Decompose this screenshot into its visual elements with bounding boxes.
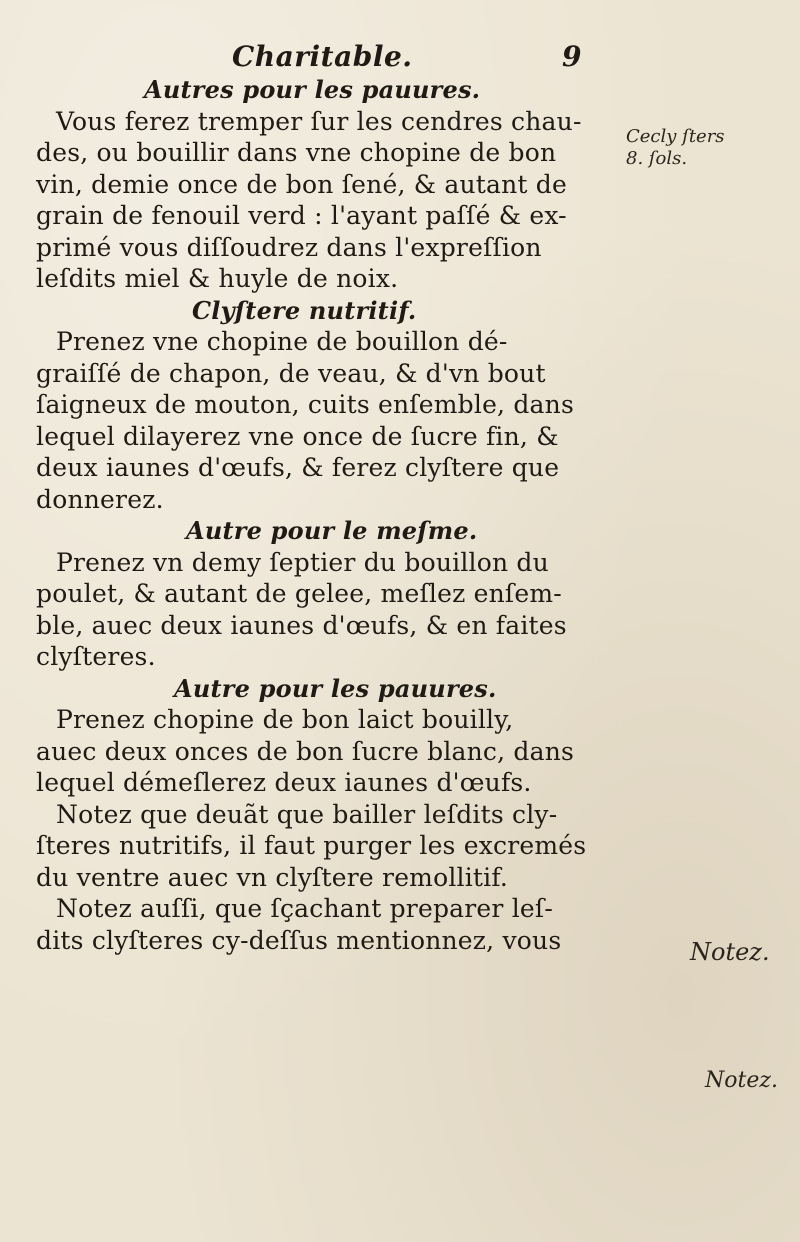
margin-note-line: Cecly ſters <box>626 126 725 147</box>
text-line: des, ou bouillir dans vne chopine de bon <box>36 138 557 167</box>
heading-line: Autre pour les pauures. <box>174 673 497 703</box>
text-line: grain de fenouil verd : l'ayant paſſé & ex- <box>36 201 567 230</box>
text-line: ble, auec deux iaunes d'œufs, & en faites <box>36 610 567 640</box>
text-line: lequel démeſlerez deux iaunes d'œufs. <box>36 768 532 797</box>
text-line: deux iaunes d'œufs, & ferez clyſtere que <box>36 453 560 482</box>
page-number: 9 <box>562 40 582 73</box>
text-line: poulet, & autant de gelee, meſlez enſem- <box>36 579 562 608</box>
margin-note: Notez. <box>705 1068 778 1093</box>
text-line: donnerez. <box>36 484 164 514</box>
text-line: Prenez vne chopine de bouillon dé- <box>56 327 508 356</box>
text-line: ſteres nutritifs, il faut purger les excremés <box>36 831 587 860</box>
text-line: dits clyſteres cy-deſſus mentionnez, vous <box>36 925 562 955</box>
margin-note-line: 8. ſols. <box>626 148 688 169</box>
text-line: du ventre auec vn clyſtere remollitif. <box>36 862 509 892</box>
margin-note <box>626 126 725 170</box>
text-line: auec deux onces de bon ſucre blanc, dans <box>36 736 575 766</box>
heading-line: Clyſtere nutritif. <box>192 295 417 325</box>
text-line: vin, demie once de bon ſené, & autant de <box>36 169 567 199</box>
text-line: graiſſé de chapon, de veau, & d'vn bout <box>36 358 546 388</box>
text-line: ſaigneux de mouton, cuits enſemble, dans <box>36 390 574 419</box>
running-title: Charitable. <box>232 40 413 73</box>
text-line: clyſteres. <box>36 642 156 671</box>
text-line: Prenez vn demy ſeptier du bouillon du <box>56 547 549 577</box>
text-line: Notez auſſi, que ſçachant preparer leſ- <box>56 894 553 923</box>
margin-note: Notez. <box>690 938 770 966</box>
text-line: primé vous diſſoudrez dans l'expreſſion <box>36 232 542 262</box>
text-line: Vous ferez tremper ſur les cendres chau- <box>56 106 582 136</box>
text-block <box>36 74 626 956</box>
text-line: leſdits miel & huyle de noix. <box>36 264 399 293</box>
text-line: Prenez chopine de bon laict bouilly, <box>56 705 514 734</box>
text-line: lequel dilayerez vne once de ſucre fin, & <box>36 421 559 451</box>
heading-line: Autres pour les pauures. <box>144 75 481 104</box>
heading-line: Autre pour le meſme. <box>186 516 478 545</box>
text-line: Notez que deuãt que bailler leſdits cly- <box>56 799 558 829</box>
